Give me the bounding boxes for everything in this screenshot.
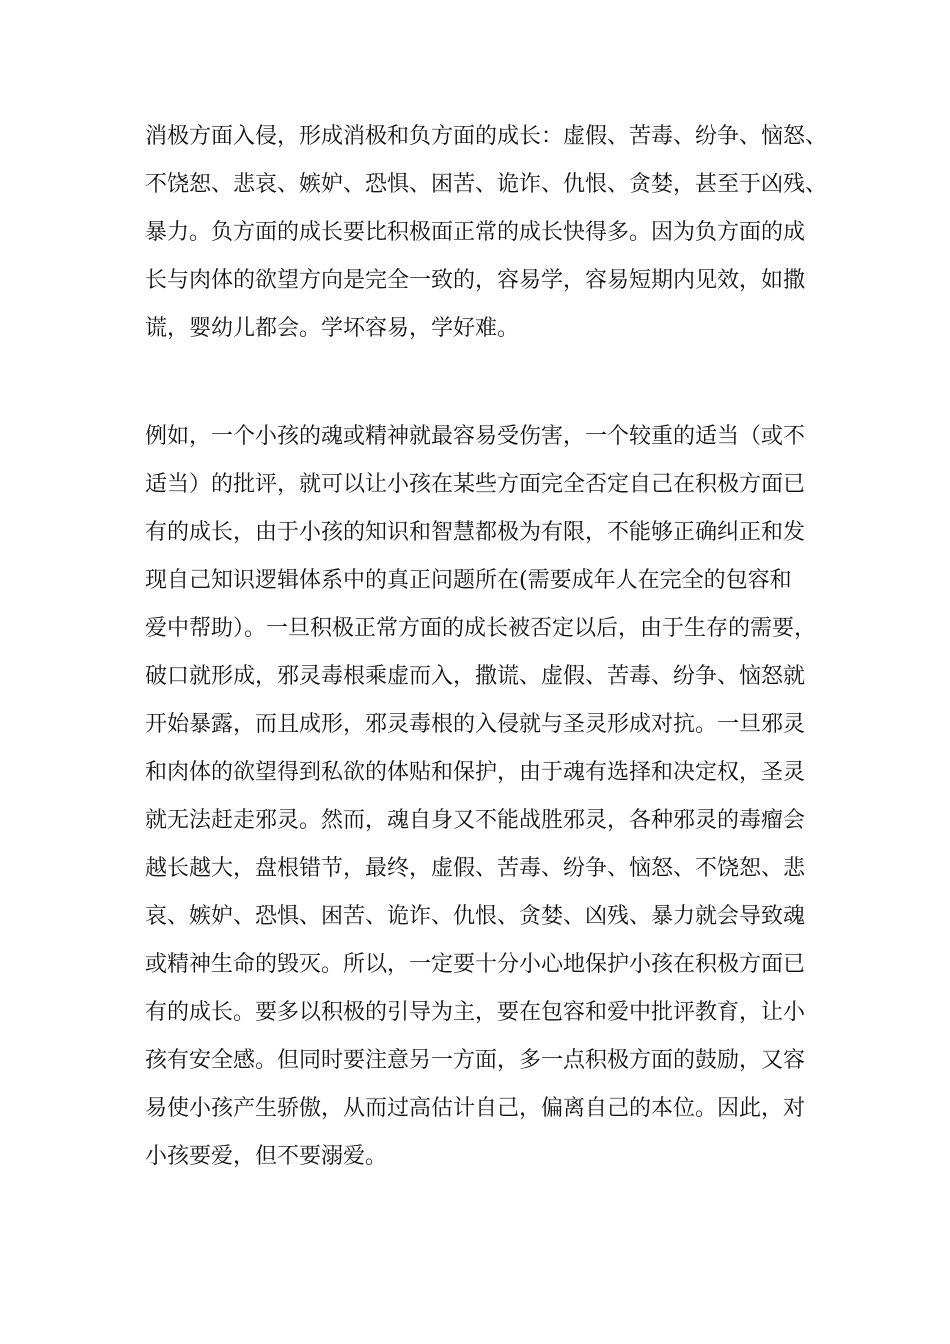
text-line: 开始暴露，而且成形，邪灵毒根的入侵就与圣灵形成对抗。一旦邪灵 <box>145 712 806 737</box>
text-line: 谎，婴幼儿都会。学坏容易，学好难。 <box>145 316 520 341</box>
text-line: 孩有安全感。但同时要注意另一方面，多一点积极方面的鼓励，又容 <box>145 1048 806 1073</box>
text-line: 易使小孩产生骄傲，从而过高估计自己，偏离自己的本位。因此，对 <box>145 1096 806 1121</box>
text-line: 和肉体的欲望得到私欲的体贴和保护，由于魂有选择和决定权，圣灵 <box>145 760 806 785</box>
text-line: 例如，一个小孩的魂或精神就最容易受伤害，一个较重的适当（或不 <box>145 424 806 449</box>
text-line: 越长越大，盘根错节，最终，虚假、苦毒、纷争、恼怒、不饶恕、悲 <box>145 856 806 881</box>
paragraph-child-example <box>145 413 815 1181</box>
text-line: 就无法赶走邪灵。然而，魂自身又不能战胜邪灵，各种邪灵的毒瘤会 <box>145 808 806 833</box>
text-line: 适当）的批评，就可以让小孩在某些方面完全否定自己在积极方面已 <box>145 472 806 497</box>
text-line: 暴力。负方面的成长要比积极面正常的成长快得多。因为负方面的成 <box>145 220 806 245</box>
text-line: 爱中帮助）。一旦积极正常方面的成长被否定以后，由于生存的需要， <box>145 616 817 641</box>
paragraph-negative-growth <box>145 113 828 353</box>
text-line: 长与肉体的欲望方向是完全一致的，容易学，容易短期内见效，如撒 <box>145 268 806 293</box>
text-line: 现自己知识逻辑体系中的真正问题所在(需要成年人在完全的包容和 <box>145 568 792 593</box>
text-line: 或精神生命的毁灭。所以，一定要十分小心地保护小孩在积极方面已 <box>145 952 806 977</box>
text-line: 不饶恕、悲哀、嫉妒、恐惧、困苦、诡诈、仇恨、贪婪，甚至于凶残、 <box>145 172 828 197</box>
text-line: 破口就形成，邪灵毒根乘虚而入，撒谎、虚假、苦毒、纷争、恼怒就 <box>145 664 806 689</box>
text-line: 有的成长，由于小孩的知识和智慧都极为有限，不能够正确纠正和发 <box>145 520 806 545</box>
text-line: 小孩要爱，但不要溺爱。 <box>145 1144 388 1169</box>
text-line: 消极方面入侵，形成消极和负方面的成长：虚假、苦毒、纷争、恼怒、 <box>145 124 828 149</box>
text-line: 有的成长。要多以积极的引导为主，要在包容和爱中批评教育，让小 <box>145 1000 806 1025</box>
text-line: 哀、嫉妒、恐惧、困苦、诡诈、仇恨、贪婪、凶残、暴力就会导致魂 <box>145 904 806 929</box>
